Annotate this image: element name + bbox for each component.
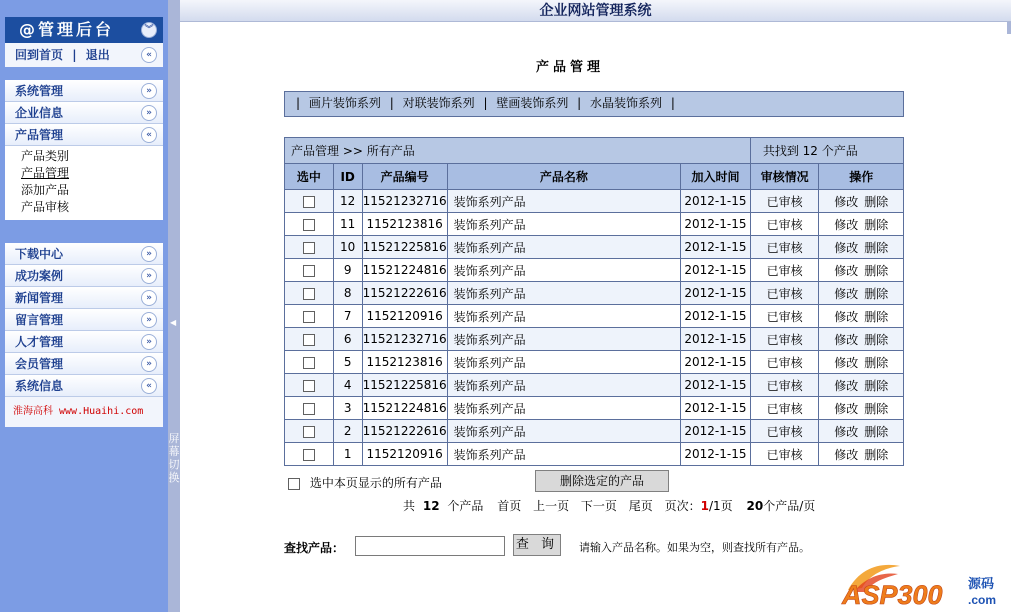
submenu-product-manage[interactable]: 产品管理	[21, 166, 70, 180]
edit-link[interactable]: 修改	[834, 240, 859, 255]
col-header-status: 审核情况	[750, 164, 819, 190]
row-code: 11521224816	[362, 259, 447, 282]
series-separator: |	[577, 96, 582, 110]
sidebar-item-system[interactable]	[5, 80, 163, 102]
result-count: 共找到 12 个产品	[750, 138, 903, 164]
row-checkbox[interactable]	[303, 242, 315, 254]
sidebar-item-label: 系统管理	[15, 84, 64, 98]
asp300-logo	[840, 560, 1005, 610]
row-date: 2012-1-15	[681, 236, 751, 259]
row-status: 已审核	[750, 443, 819, 466]
row-code: 1152120916	[362, 305, 447, 328]
row-actions	[819, 351, 904, 374]
row-status: 已审核	[750, 328, 819, 351]
sidebar-item-sysinfo[interactable]	[5, 375, 163, 397]
row-checkbox[interactable]	[303, 311, 315, 323]
col-header-date: 加入时间	[681, 164, 751, 190]
delete-link[interactable]: 删除	[864, 286, 889, 301]
split-toggle-text[interactable]: 屏幕切换	[168, 432, 180, 484]
edit-link[interactable]: 修改	[834, 332, 859, 347]
top-bar	[180, 0, 1011, 22]
row-code: 11521225816	[362, 236, 447, 259]
row-date: 2012-1-15	[681, 328, 751, 351]
delete-link[interactable]: 删除	[864, 263, 889, 278]
edit-link[interactable]: 修改	[834, 401, 859, 416]
svg-text:ASP300: ASP300	[842, 580, 943, 610]
sidebar-item-download[interactable]	[5, 243, 163, 265]
row-checkbox-cell	[285, 305, 334, 328]
expand-icon[interactable]: »	[141, 83, 157, 99]
row-status: 已审核	[750, 305, 819, 328]
row-name: 装饰系列产品	[447, 420, 680, 443]
row-date: 2012-1-15	[681, 282, 751, 305]
row-status: 已审核	[750, 213, 819, 236]
pager-current-page: 1	[700, 499, 709, 513]
row-actions	[819, 328, 904, 351]
row-code: 11521224816	[362, 397, 447, 420]
row-id: 7	[333, 305, 362, 328]
row-actions	[819, 213, 904, 236]
row-checkbox-cell	[285, 328, 334, 351]
sidebar-item-messages[interactable]	[5, 309, 163, 331]
row-status: 已审核	[750, 259, 819, 282]
row-status: 已审核	[750, 282, 819, 305]
row-date: 2012-1-15	[681, 420, 751, 443]
row-status: 已审核	[750, 420, 819, 443]
expand-icon[interactable]: »	[141, 290, 157, 306]
pager-total-count: 12	[422, 499, 440, 513]
row-checkbox[interactable]	[303, 288, 315, 300]
row-id: 4	[333, 374, 362, 397]
col-header-name: 产品名称	[447, 164, 680, 190]
row-checkbox[interactable]	[303, 219, 315, 231]
series-link-mural[interactable]: 壁画装饰系列	[496, 96, 569, 110]
select-all-label: 选中本页显示的所有产品	[309, 476, 442, 490]
row-name: 装饰系列产品	[447, 213, 680, 236]
sidebar-item-label: 新闻管理	[15, 291, 64, 305]
table-row	[285, 190, 904, 213]
sidebar-item-label: 会员管理	[15, 357, 64, 371]
row-name: 装饰系列产品	[447, 397, 680, 420]
delete-selected-button[interactable]: 删除选定的产品	[535, 470, 669, 492]
expand-icon[interactable]: »	[141, 105, 157, 121]
submenu-product-category[interactable]: 产品类别	[21, 149, 70, 163]
svg-text:源码: 源码	[968, 577, 995, 592]
table-row	[285, 374, 904, 397]
row-date: 2012-1-15	[681, 213, 751, 236]
row-date: 2012-1-15	[681, 374, 751, 397]
delete-link[interactable]: 删除	[864, 378, 889, 393]
pager-total-suffix: 个产品	[447, 499, 484, 513]
row-checkbox-cell	[285, 259, 334, 282]
row-checkbox-cell	[285, 351, 334, 374]
row-checkbox-cell	[285, 397, 334, 420]
breadcrumb: 产品管理 >> 所有产品	[285, 138, 751, 164]
row-actions	[819, 236, 904, 259]
series-link-picture[interactable]: 画片装饰系列	[308, 96, 381, 110]
row-id: 9	[333, 259, 362, 282]
scrollbar-stub	[1007, 22, 1011, 34]
row-checkbox-cell	[285, 190, 334, 213]
home-link[interactable]: 回到首页	[15, 48, 64, 62]
expand-icon[interactable]: »	[141, 312, 157, 328]
series-separator: |	[483, 96, 488, 110]
row-name: 装饰系列产品	[447, 374, 680, 397]
edit-link[interactable]: 修改	[834, 355, 859, 370]
table-header-row	[285, 164, 904, 190]
row-id: 3	[333, 397, 362, 420]
edit-link[interactable]: 修改	[834, 217, 859, 232]
row-date: 2012-1-15	[681, 190, 751, 213]
table-row	[285, 282, 904, 305]
row-id: 8	[333, 282, 362, 305]
sidebar-item-label: 成功案例	[15, 269, 64, 283]
sidebar-item-product[interactable]	[5, 124, 163, 146]
collapse-icon[interactable]: «	[141, 378, 157, 394]
row-checkbox[interactable]	[303, 426, 315, 438]
table-row	[285, 259, 904, 282]
logout-link[interactable]: 退出	[85, 48, 110, 62]
row-date: 2012-1-15	[681, 351, 751, 374]
collapse-icon[interactable]: «	[141, 127, 157, 143]
pagination	[403, 498, 815, 514]
search-hint: 请输入产品名称。如果为空，则查找所有产品。	[579, 541, 810, 554]
pager-page-label: 页次：	[664, 499, 701, 513]
row-date: 2012-1-15	[681, 397, 751, 420]
series-separator: |	[296, 96, 301, 110]
delete-link[interactable]: 删除	[864, 401, 889, 416]
admin-header	[5, 17, 163, 43]
row-actions	[819, 282, 904, 305]
table-row	[285, 305, 904, 328]
row-checkbox-cell	[285, 282, 334, 305]
row-status: 已审核	[750, 351, 819, 374]
pager-per-page: 20	[746, 499, 764, 513]
row-checkbox-cell	[285, 420, 334, 443]
pager-next[interactable]: 下一页	[580, 499, 617, 513]
table-row	[285, 236, 904, 259]
sidebar-item-label: 人才管理	[15, 335, 64, 349]
expand-icon[interactable]: »	[141, 356, 157, 372]
row-code: 11521222616	[362, 420, 447, 443]
edit-link[interactable]: 修改	[834, 378, 859, 393]
row-checkbox[interactable]	[303, 403, 315, 415]
row-code: 11521232716	[362, 190, 447, 213]
row-id: 11	[333, 213, 362, 236]
delete-link[interactable]: 删除	[864, 217, 889, 232]
submenu-add-product[interactable]: 添加产品	[21, 183, 70, 197]
row-id: 2	[333, 420, 362, 443]
series-link-crystal[interactable]: 水晶装饰系列	[590, 96, 663, 110]
product-submenu	[5, 146, 163, 220]
row-actions	[819, 443, 904, 466]
table-caption-row	[285, 138, 904, 164]
table-row	[285, 351, 904, 374]
delete-link[interactable]: 删除	[864, 332, 889, 347]
row-actions	[819, 259, 904, 282]
table-row	[285, 213, 904, 236]
pager-page-total: /1页	[708, 499, 733, 513]
delete-link[interactable]: 删除	[864, 194, 889, 209]
sidebar-header-box	[5, 17, 163, 67]
row-code: 11521225816	[362, 374, 447, 397]
expand-icon[interactable]: »	[141, 246, 157, 262]
select-all-checkbox[interactable]	[288, 478, 300, 490]
split-arrow-icon[interactable]: ◀	[170, 318, 177, 327]
sidebar-item-label: 下载中心	[15, 247, 64, 261]
row-checkbox[interactable]	[303, 265, 315, 277]
row-code: 11521222616	[362, 282, 447, 305]
row-checkbox[interactable]	[303, 449, 315, 461]
row-checkbox-cell	[285, 374, 334, 397]
sidebar-item-company[interactable]	[5, 102, 163, 124]
row-date: 2012-1-15	[681, 305, 751, 328]
row-id: 12	[333, 190, 362, 213]
row-id: 1	[333, 443, 362, 466]
table-row	[285, 443, 904, 466]
series-separator: |	[389, 96, 394, 110]
edit-link[interactable]: 修改	[834, 194, 859, 209]
col-header-select: 选中	[285, 164, 334, 190]
row-code: 11521232716	[362, 328, 447, 351]
link-separator: |	[72, 48, 77, 62]
sidebar-item-members[interactable]	[5, 353, 163, 375]
row-status: 已审核	[750, 236, 819, 259]
row-status: 已审核	[750, 190, 819, 213]
product-table	[284, 137, 904, 466]
sidebar-item-cases[interactable]	[5, 265, 163, 287]
search-label: 查找产品：	[284, 541, 345, 555]
row-actions	[819, 397, 904, 420]
header-links	[5, 43, 163, 67]
row-name: 装饰系列产品	[447, 236, 680, 259]
edit-link[interactable]: 修改	[834, 263, 859, 278]
select-all-row	[288, 474, 442, 492]
row-name: 装饰系列产品	[447, 443, 680, 466]
sidebar-menu-bottom	[5, 243, 163, 427]
expand-icon[interactable]: »	[141, 334, 157, 350]
admin-title: @管理后台	[19, 20, 115, 39]
series-link-couplet[interactable]: 对联装饰系列	[402, 96, 475, 110]
sidebar-item-label: 产品管理	[15, 128, 64, 142]
search-button[interactable]: 查 询	[513, 534, 561, 556]
edit-link[interactable]: 修改	[834, 286, 859, 301]
row-id: 10	[333, 236, 362, 259]
sidebar-item-label: 系统信息	[15, 379, 64, 393]
row-id: 6	[333, 328, 362, 351]
row-actions	[819, 420, 904, 443]
screen-splitter[interactable]	[168, 0, 180, 612]
row-code: 1152123816	[362, 213, 447, 236]
submenu-product-review[interactable]: 产品审核	[21, 200, 70, 214]
pager-first[interactable]: 首页	[497, 499, 522, 513]
col-header-code: 产品编号	[362, 164, 447, 190]
row-checkbox[interactable]	[303, 380, 315, 392]
page-title: 产品管理	[535, 60, 604, 75]
search-input[interactable]	[355, 536, 505, 556]
row-status: 已审核	[750, 397, 819, 420]
row-actions	[819, 305, 904, 328]
col-header-actions: 操作	[819, 164, 904, 190]
sidebar-item-label: 留言管理	[15, 313, 64, 327]
row-name: 装饰系列产品	[447, 282, 680, 305]
delete-link[interactable]: 删除	[864, 240, 889, 255]
table-body	[285, 190, 904, 466]
delete-link[interactable]: 删除	[864, 355, 889, 370]
double-chevron-left-icon[interactable]: «	[141, 47, 157, 63]
row-name: 装饰系列产品	[447, 259, 680, 282]
row-actions	[819, 190, 904, 213]
pager-prev[interactable]: 上一页	[533, 499, 570, 513]
row-code: 1152120916	[362, 443, 447, 466]
row-checkbox-cell	[285, 213, 334, 236]
pager-per-page-suffix: 个产品/页	[763, 499, 816, 513]
edit-link[interactable]: 修改	[834, 447, 859, 462]
row-name: 装饰系列产品	[447, 190, 680, 213]
delete-link[interactable]: 删除	[864, 447, 889, 462]
row-checkbox[interactable]	[303, 334, 315, 346]
sidebar-menu-top	[5, 80, 163, 220]
svg-text:.com: .com	[968, 593, 997, 607]
col-header-id: ID	[333, 164, 362, 190]
delete-link[interactable]: 删除	[864, 309, 889, 324]
row-name: 装饰系列产品	[447, 351, 680, 374]
sidebar-item-label: 企业信息	[15, 106, 64, 120]
system-title: 企业网站管理系统	[539, 3, 652, 19]
row-name: 装饰系列产品	[447, 328, 680, 351]
row-checkbox[interactable]	[303, 357, 315, 369]
sidebar	[0, 0, 168, 612]
row-checkbox-cell	[285, 443, 334, 466]
pager-total-prefix: 共	[403, 499, 416, 513]
sidebar-item-talent[interactable]	[5, 331, 163, 353]
sidebar-footer-text[interactable]: 淮海高科 www.Huaihi.com	[5, 397, 163, 427]
row-name: 装饰系列产品	[447, 305, 680, 328]
pager-last[interactable]: 尾页	[628, 499, 653, 513]
table-row	[285, 397, 904, 420]
delete-link[interactable]: 删除	[864, 424, 889, 439]
row-code: 1152123816	[362, 351, 447, 374]
edit-link[interactable]: 修改	[834, 424, 859, 439]
table-row	[285, 328, 904, 351]
edit-link[interactable]: 修改	[834, 309, 859, 324]
row-id: 5	[333, 351, 362, 374]
row-checkbox[interactable]	[303, 196, 315, 208]
series-nav	[284, 91, 904, 117]
series-separator: |	[670, 96, 675, 110]
row-actions	[819, 374, 904, 397]
expand-icon[interactable]: »	[141, 268, 157, 284]
row-date: 2012-1-15	[681, 443, 751, 466]
sidebar-item-news[interactable]	[5, 287, 163, 309]
row-status: 已审核	[750, 374, 819, 397]
row-date: 2012-1-15	[681, 259, 751, 282]
table-row	[285, 420, 904, 443]
row-checkbox-cell	[285, 236, 334, 259]
collapse-toggle-icon[interactable]: ︾	[141, 22, 157, 38]
